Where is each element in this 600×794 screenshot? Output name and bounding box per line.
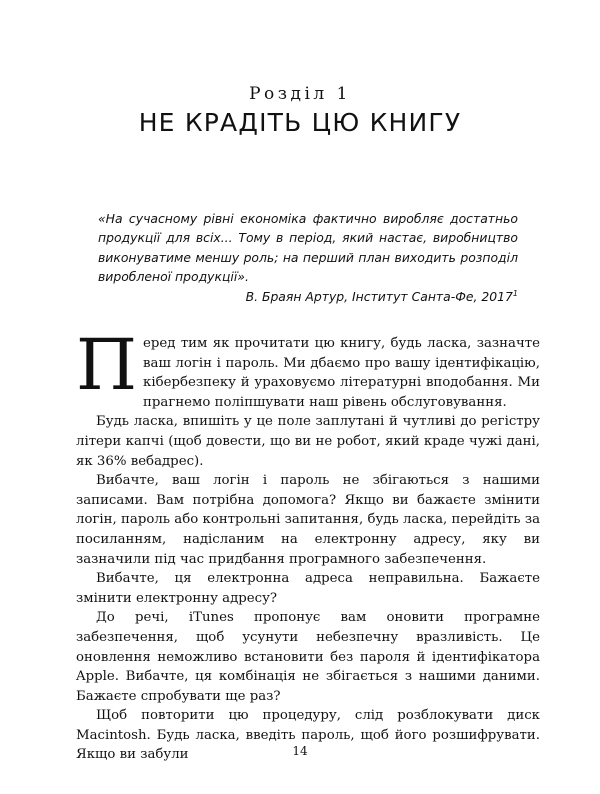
- drop-cap: П: [76, 324, 138, 406]
- paragraph-3: Вибачте, ваш логін і пароль не збігаються з нашими записами. Вам потрібна допомога? Якщо ви бажаєте змінити логін, пароль або контрольні запитання, будь ласка, перейдіть за посиланням, надісланим на електронну адресу, яку ви зазначили під час придбання програмного забезпечення.: [76, 473, 540, 567]
- paragraph-2: Будь ласка, впишіть у це поле заплутані й чутливі до регістру літери капчі (щоб довести, що ви не робот, який краде чужі дані, як 36% вебадрес).: [76, 414, 540, 469]
- paragraph-1-text: еред тим як прочитати цю книгу, будь ласка, зазначте ваш логін і пароль. Ми дбаємо про вашу ідентифікацію, кібербезпеку й ураховуємо літературні вподобання. Ми прагнемо поліпшувати наш рівень обслуговування.: [143, 336, 540, 410]
- epigraph-source: [246, 287, 518, 306]
- chapter-title: НЕ КРАДІТЬ ЦЮ КНИГУ: [138, 108, 462, 137]
- epigraph-quote: «На сучасному рівні економіка фактично виробляє достатньо продукції для всіх... Тому в період, який настає, виробництво виконуватиме меншу роль; на перший план виходить розподіл виробленої продукції».: [98, 211, 518, 285]
- paragraph-6: Щоб повторити цю процедуру, слід розблокувати диск Macintosh. Будь ласка, введіть пароль, щоб його розшифрувати. Якщо ви забули: [76, 708, 540, 763]
- paragraph-1: [76, 324, 540, 412]
- body-text: [76, 324, 540, 765]
- paragraph-4: Вибачте, ця електронна адреса неправильна. Бажаєте змінити електронну адресу?: [76, 571, 540, 606]
- paragraph-5: До речі, iTunes пропонує вам оновити програмне забезпечення, щоб усунути небезпечну вразливість. Це оновлення неможливо встановити без пароля й ідентифікатора Apple. Вибачте, ця комбінація не збігається з нашими даними. Бажаєте спробувати ще раз?: [76, 610, 540, 704]
- footnote-mark: 1: [512, 288, 518, 298]
- page-number: 14: [292, 744, 308, 758]
- chapter-label: Розділ 1: [249, 84, 351, 104]
- epigraph-source-text: В. Браян Артур, Інститут Санта-Фе, 2017: [245, 289, 513, 304]
